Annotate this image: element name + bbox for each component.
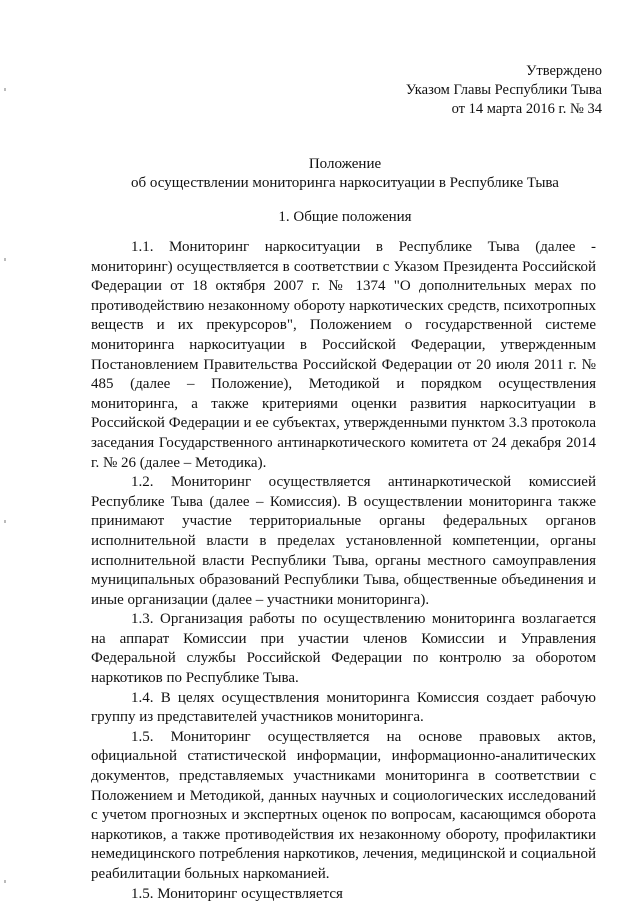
scan-mark bbox=[4, 258, 6, 261]
paragraph-1-4: 1.4. В целях осуществления мониторинга Комиссия создает рабочую группу из представителей участников мониторинга. bbox=[91, 689, 596, 726]
section-heading: 1. Общие положения bbox=[278, 209, 412, 225]
scan-mark bbox=[4, 520, 6, 523]
scan-mark bbox=[4, 880, 6, 883]
scan-mark bbox=[4, 88, 6, 91]
paragraph-1-5: 1.5. Мониторинг осуществляется на основе правовых актов, официальной статистической информации, информационно-аналитических документов, представляемых участниками мониторинга в соответствии с Положением и Методикой, данных научных и социологических исследований с учетом прогнозных и экспертных оценок по вопросам, касающимся оборота наркотиков, а также противодействия их незаконному обороту, профилактики немедицинского потребления наркотиков, лечения, медицинской и социальной реабилитации больных наркоманией. bbox=[91, 728, 596, 882]
paragraph-1-5-continued: 1.5. Мониторинг осуществляется bbox=[131, 885, 343, 902]
approval-line-3: от 14 марта 2016 г. № 34 bbox=[451, 101, 602, 117]
paragraph-1-2: 1.2. Мониторинг осуществляется антинаркотической комиссией Республике Тыва (далее – Комиссия). В осуществлении мониторинга также принимают участие территориальные органы федеральных органов исполнительной власти в пределах установленной компетенции, органы исполнительной власти Республики Тыва, органы местного самоуправления муниципальных образований Республики Тыва, общественные объединения и иные организации (далее – участники мониторинга). bbox=[91, 474, 596, 608]
document-title: Положение bbox=[308, 156, 382, 172]
approval-block bbox=[272, 62, 602, 119]
approval-line-1: Утверждено bbox=[526, 63, 602, 79]
document-subtitle: об осуществлении мониторинга наркоситуации в Республике Тыва bbox=[131, 175, 559, 191]
document-body bbox=[91, 238, 596, 904]
paragraph-1-3: 1.3. Организация работы по осуществлению мониторинга возлагается на аппарат Комиссии при участии членов Комиссии и Управления Федеральной службы Российской Федерации по контролю за оборотом наркотиков по Республике Тыва. bbox=[91, 611, 596, 687]
approval-line-2: Указом Главы Республики Тыва bbox=[405, 82, 602, 98]
paragraph-1-1: 1.1. Мониторинг наркоситуации в Республике Тыва (далее - мониторинг) осуществляется в соответствии с Указом Президента Российской Федерации от 18 октября 2007 г. № 1374 "О дополнительных мерах по противодействию незаконному обороту наркотических средств, психотропных веществ и их прекурсоров", Положением о государственной системе мониторинга наркоситуации в Российской Федерации, утвержденным Постановлением Правительства Российской Федерации от 20 июля 2011 г. № 485 (далее – Положение), Методикой и порядком осуществления мониторинга, а также критериями оценки развития наркоситуации в Российской Федерации и ее субъектах, утвержденными пунктом 3.3 протокола заседания Государственного антинаркотического комитета от 24 декабря 2014 г. № 26 (далее – Методика). bbox=[91, 239, 596, 471]
